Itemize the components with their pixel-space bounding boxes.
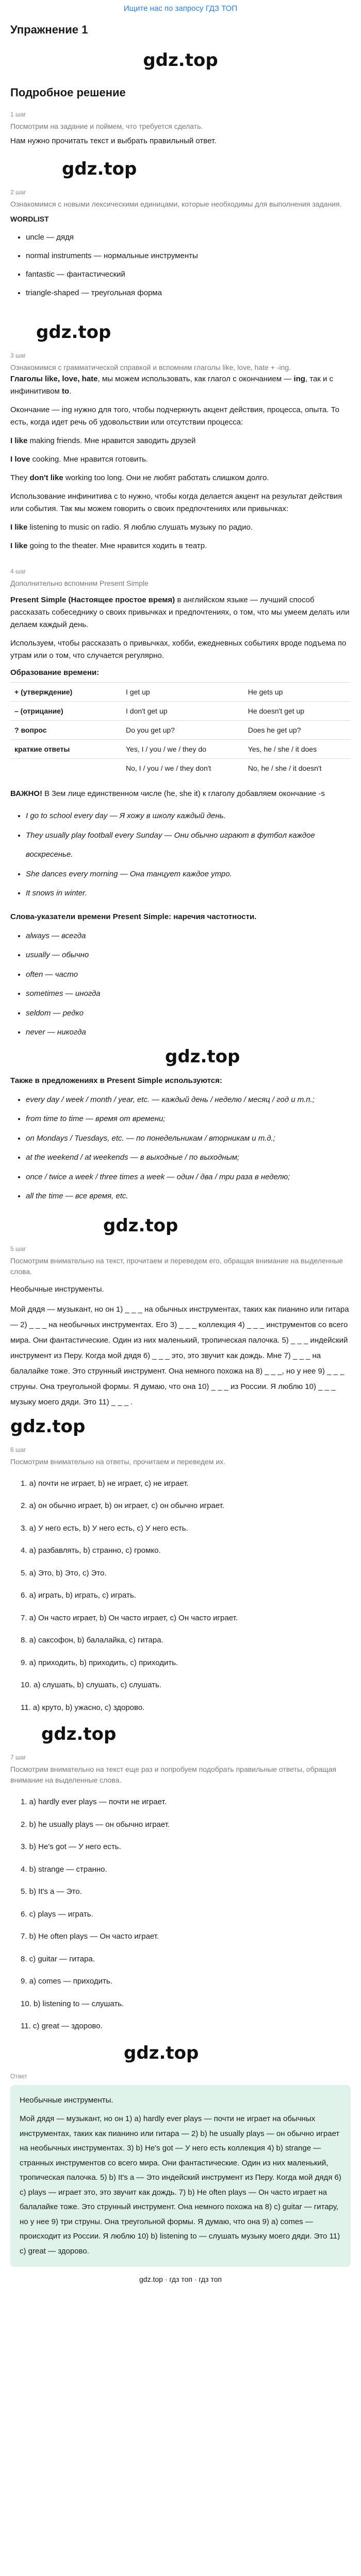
step-text: Ознакомимся с грамматической справкой и вспомним глаголы like, love, hate + -ing. <box>10 363 291 371</box>
watermark: gdz.top <box>103 1215 178 1236</box>
answer-label: Ответ <box>10 2072 27 2080</box>
list-item: • all the time — все время, etc. <box>26 1187 351 1206</box>
list-item: 8. c) guitar — гитара. <box>21 1954 95 1963</box>
list-item: • always — всегда <box>26 926 351 946</box>
formation-table <box>10 682 351 777</box>
list-item: 3. a) У него есть, b) У него есть, c) У него есть. <box>21 1523 188 1533</box>
answers-final-list <box>10 1791 351 2038</box>
footer-links: gdz.top · гдз топ · гдз топ <box>139 2275 222 2283</box>
list-item: • normal instruments — нормальные инструменты <box>26 247 351 265</box>
list-item: 10. a) слушать, b) слушать, c) слушать. <box>21 1681 161 1689</box>
table-row: ? вопрос Do you get up? Does he get up? <box>10 721 351 740</box>
watermark: gdz.top <box>10 1416 86 1437</box>
table-row: + (утверждение) I get up He gets up <box>10 683 351 702</box>
list-item: 2. a) он обычно играет, b) он играет, c) он обычно играет. <box>21 1501 224 1510</box>
page-content <box>0 23 361 2283</box>
example-sentence: I love cooking. Мне нравится готовить. <box>10 455 149 464</box>
verbs-text: , так и с инфинитивом <box>10 375 334 396</box>
list-item: • seldom — редко <box>26 1004 351 1023</box>
list-item: • She dances every morning — Она танцует каждое утро. <box>26 865 351 884</box>
step-label: 5 шаг <box>10 1245 26 1252</box>
example-list <box>10 806 351 903</box>
list-item: 6. a) играть, b) играть, c) играть. <box>21 1591 136 1600</box>
adverbs-heading: Слова-указатели времени Present Simple: наречия частотности. <box>10 912 257 921</box>
list-item: 2. b) he usually plays — он обычно играет. <box>21 1820 170 1829</box>
table-row: – (отрицание) I don't get up He doesn't get up <box>10 702 351 721</box>
wordlist <box>10 228 351 302</box>
watermark: gdz.top <box>165 1046 240 1067</box>
present-simple-usage: Используем, чтобы рассказать о привычках, хобби, ежедневных событиях вроде подъема по утрам или о том, что случается регулярно. <box>10 639 347 660</box>
step-label: 7 шаг <box>10 1754 26 1761</box>
verbs-text: Глаголы like, love, hate <box>10 375 98 383</box>
answers-translation-list <box>10 1472 351 1719</box>
step-label: 1 шаг <box>10 111 26 118</box>
list-item: 7. b) He often plays — Он часто играет. <box>21 1932 159 1941</box>
answer-box <box>10 2085 351 2267</box>
step-text: Посмотрим внимательно на текст еще раз и попробуем подобрать правильные ответы, обращая внимание на выделенные слова. <box>10 1765 336 1784</box>
list-item: 9. a) comes — приходить. <box>21 1977 112 1986</box>
list-item: 4. b) strange — странно. <box>21 1865 107 1874</box>
step-text: Ознакомимся с новыми лексическими единицами, которые необходимы для выполнения задания. <box>10 200 342 208</box>
step-text: Посмотрим внимательно на текст, прочитаем и переведем его, обращая внимание на выделенные слова. <box>10 1256 343 1276</box>
list-item: • from time to time — время от времени; <box>26 1109 351 1129</box>
answer-heading: Необычные инструменты. <box>20 2095 113 2105</box>
list-item: • usually — обычно <box>26 945 351 965</box>
answer-text: Мой дядя — музыкант, но он 1) a) hardly ever plays — почти не играет на обычных инструментах, таких как пианино или гитара — 2) b) he usually plays — он обычно играет на необычных инструментах. 3) b) He's got — У него есть коллекция 4) b) strange — странных инструментов со всего мира. Они фантастические. Один из них маленький, тропическая палочка. 5) b) It's a — Это индейский инструмент из Перу. Когда мой дядя 6) c) plays — играет это, это звучит как дождь. 7) b) He often plays — Он часто играет на балалайке тоже. Это струнный инструмент. Она немного похожа на 8) c) guitar — гитару, но у нее 9) три струны. Она треугольной формы. Я думаю, что она 9) a) comes — происходит из России. Я люблю 10) b) listening to — слушать музыку моего дяди. Это 11) c) great — здорово. <box>20 2114 341 2256</box>
list-item: • They usually play football every Sunday — Они обычно играют в футбол каждое воскресенье. <box>26 826 351 865</box>
step-label: 4 шаг <box>10 568 26 575</box>
watermark: gdz.top <box>62 159 137 179</box>
list-item: 11. c) great — здорово. <box>21 2022 103 2030</box>
important-note: ВАЖНО! В 3ем лице единственном числе (he, she it) к глаголу добавляем окончание -s <box>10 789 325 798</box>
example-sentence: I like going to the theater. Мне нравится ходить в театр. <box>10 541 207 550</box>
list-item: 8. a) саксофон, b) балалайка, c) гитара. <box>21 1636 163 1645</box>
list-item: • often — часто <box>26 965 351 985</box>
example-sentence: I like making friends. Мне нравится заводить друзей <box>10 436 196 445</box>
table-row: No, I / you / we / they don't No, he / she / it doesn't <box>10 759 351 778</box>
exercise-title: Упражнение 1 <box>10 23 88 36</box>
step-text: Дополнительно вспомним Present Simple <box>10 579 149 587</box>
grammar-paragraph: Использование инфинитива с to нужно, чтобы когда делается акцент на результат действия или события. Так мы можем говорить о своих предпочтениях или привычках: <box>10 492 342 513</box>
to-word: to <box>61 387 70 396</box>
list-item: 4. a) разбавлять, b) странно, c) громко. <box>21 1546 161 1555</box>
list-item: 10. b) listening to — слушать. <box>21 1999 124 2008</box>
list-item: • every day / week / month / year, etc. — каждый день / неделю / месяц / год и т.п.; <box>26 1090 351 1110</box>
list-item: • on Mondays / Tuesdays, etc. — по понедельникам / вторникам и т.д.; <box>26 1129 351 1148</box>
list-item: • sometimes — иногда <box>26 984 351 1004</box>
list-item: • at the weekend / at weekends — в выходные / по выходным; <box>26 1148 351 1167</box>
list-item: 5. a) Это, b) Это, c) Это. <box>21 1568 107 1578</box>
list-item: 7. a) Он часто играет, b) Он часто играет, c) Он часто играет. <box>21 1613 238 1622</box>
step-label: 2 шаг <box>10 189 26 196</box>
step-label: 6 шаг <box>10 1446 26 1453</box>
step-label: 3 шаг <box>10 352 26 359</box>
wordlist-heading: WORDLIST <box>10 215 49 223</box>
solution-title: Подробное решение <box>10 86 126 99</box>
list-item: 6. c) plays — играть. <box>21 1909 93 1919</box>
table-row: краткие ответы Yes, I / you / we / they do Yes, he / she / it does <box>10 740 351 759</box>
watermark: gdz.top <box>41 1724 117 1744</box>
text-heading: Необычные инструменты. <box>10 1284 104 1294</box>
list-item: • uncle — дядя <box>26 228 351 247</box>
time-expressions-list <box>10 1090 351 1206</box>
ing-word: ing <box>293 375 305 383</box>
verbs-text: , мы можем использовать, как глагол с окончанием — <box>97 375 292 383</box>
adverbs-list <box>10 926 351 1042</box>
footer-link[interactable]: gdz.top <box>139 2275 163 2283</box>
present-simple-intro: Present Simple (Настоящее простое время) в английском языке — лучший способ рассказать собеседнику о своих привычках и предпочтениях, о том, что мы умеем делать или делаем каждый день. <box>10 596 350 629</box>
list-item: • It snows in winter. <box>26 884 351 903</box>
list-item: • fantastic — фантастический <box>26 265 351 284</box>
list-item: 5. b) It's a — Это. <box>21 1887 82 1896</box>
list-item: • I go to school every day — Я хожу в школу каждый день. <box>26 806 351 826</box>
example-sentence: I like listening to music on radio. Я люблю слушать музыку по радио. <box>10 523 253 532</box>
step-text: Посмотрим внимательно на ответы, прочитаем и переведем их. <box>10 1457 226 1466</box>
also-heading: Также в предложениях в Present Simple используются: <box>10 1076 222 1085</box>
list-item: 1. a) почти не играет, b) не играет, c) не играет. <box>21 1479 189 1488</box>
list-item: • triangle-shaped — треугольная форма <box>26 284 351 302</box>
grammar-paragraph: Окончание — ing нужно для того, чтобы подчеркнуть акцент действия, процесса, опыта. То есть, когда идет речь об удовольствии или отсутствии процесса: <box>10 405 339 427</box>
list-item: 1. a) hardly ever plays — почти не играет. <box>21 1798 167 1806</box>
grammar-verbs: Глаголы like, love, hate, мы можем использовать, как глагол с окончанием — ing, так и с инфинитивом to. <box>10 375 334 396</box>
task-text: Нам нужно прочитать текст и выбрать правильный ответ. <box>10 137 217 145</box>
list-item: • once / twice a week / three times a week — один / два / три раза в неделю; <box>26 1167 351 1187</box>
step-text: Посмотрим на задание и поймем, что требуется сделать. <box>10 122 203 130</box>
list-item: • never — никогда <box>26 1023 351 1042</box>
list-item: 3. b) He's got — У него есть. <box>21 1842 121 1851</box>
footer-link[interactable]: гдз топ <box>199 2275 222 2283</box>
watermark: gdz.top <box>143 50 218 71</box>
example-sentence: They don't like working too long. Они не любят работать слишком долго. <box>10 473 269 482</box>
footer-link[interactable]: гдз топ <box>169 2275 192 2283</box>
watermark: gdz.top <box>124 2042 199 2063</box>
list-item: 9. a) приходить, b) приходить, c) приходить. <box>21 1658 178 1667</box>
top-banner[interactable]: Ищите нас по запросу ГДЗ ТОП <box>123 4 238 13</box>
watermark: gdz.top <box>36 322 111 343</box>
text-paragraph: Мой дядя — музыкант, но он 1) _ _ _ на обычных инструментах, таких как пианино или гитара — 2) _ _ _ на необычных инструментах. Его 3) _ _ _ коллекция 4) _ _ _ инструментов со всего мира. Они фантастические. Один из них маленький, тропическая палочка. 5) _ _ _ индейский инструмент из Перу. Когда мой дядя 6) _ _ _ это, это звучит как дождь. Мне 7) _ _ _ на балалайке тоже. Это струнный инструмент. Она немного похожа на 8) _ _ _, но у нее 9) _ _ _ струны. Она треугольной формы. Я думаю, что она 10) _ _ _ из России. Я люблю 10) _ _ _ музыку моего дяди. Это 11) _ _ _ . <box>10 1304 349 1406</box>
list-item: 11. a) круто, b) ужасно, c) здорово. <box>21 1703 145 1712</box>
formation-heading: Образование времени: <box>10 668 100 677</box>
